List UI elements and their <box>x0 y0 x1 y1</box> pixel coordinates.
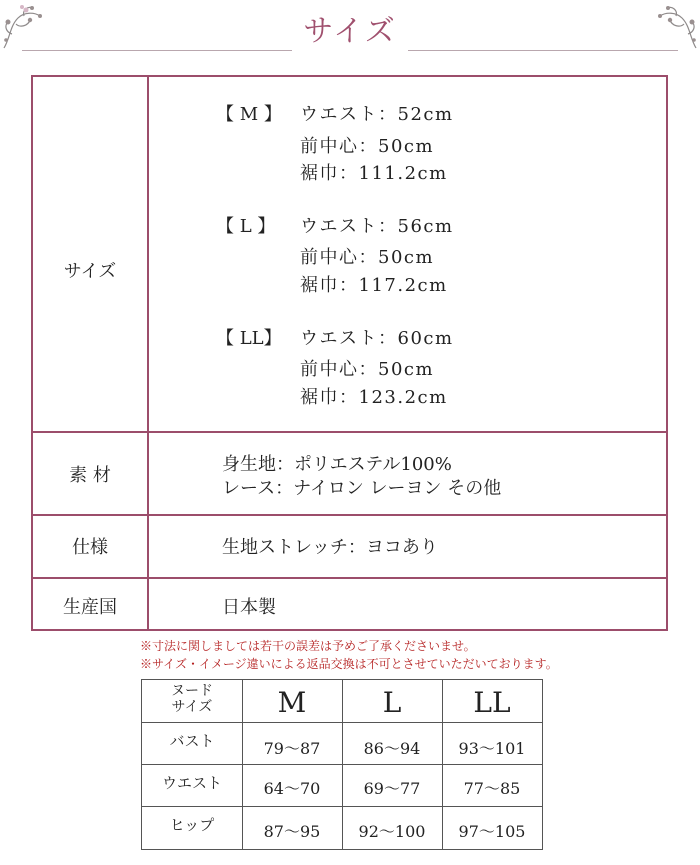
spec-table-row-divider <box>33 431 666 433</box>
size-m-waist: ウエスト：52cm <box>300 104 454 125</box>
nude-table-row-divider <box>142 806 542 807</box>
size-ll-front: 前中心：50cm <box>300 359 435 380</box>
nude-hip-l: 92〜100 <box>358 822 426 841</box>
spec-table-column-divider <box>147 77 149 629</box>
size-m-front: 前中心：50cm <box>300 136 435 157</box>
nude-header-ll: LL <box>473 686 511 719</box>
spec-label-size: サイズ <box>63 261 117 282</box>
spec-stretch: 生地ストレッチ：ヨコあり <box>222 537 438 558</box>
note-no-returns: ※サイズ・イメージ違いによる返品交換は不可とさせていただいております。 <box>140 657 558 671</box>
page-title: サイズ <box>303 14 397 49</box>
spec-label-origin: 生産国 <box>63 597 117 618</box>
nude-hip-m: 87〜95 <box>263 822 321 841</box>
nude-row-label-bust: バスト <box>169 732 215 750</box>
nude-header-l: L <box>382 686 402 719</box>
spec-table-row-divider <box>33 514 666 516</box>
nude-row-label-waist: ウエスト <box>161 774 222 792</box>
nude-waist-m: 64〜70 <box>263 779 321 798</box>
origin-country: 日本製 <box>222 597 276 618</box>
nude-waist-ll: 77〜85 <box>463 779 521 798</box>
note-tolerance: ※寸法に関しましては若干の誤差は予めご了承くださいませ。 <box>140 639 476 653</box>
nude-bust-l: 86〜94 <box>363 739 421 758</box>
nude-bust-m: 79〜87 <box>263 739 321 758</box>
nude-bust-ll: 93〜101 <box>458 739 526 758</box>
nude-hip-ll: 97〜105 <box>458 822 526 841</box>
size-ll-waist: ウエスト：60cm <box>300 328 454 349</box>
size-ll-hem: 裾巾：123.2cm <box>300 387 448 408</box>
spec-table-row-divider <box>33 577 666 579</box>
size-tag-m: 【 M 】 <box>216 104 282 125</box>
size-tag-ll: 【 LL】 <box>216 328 282 349</box>
nude-row-label-hip: ヒップ <box>169 816 215 834</box>
size-tag-l: 【 L 】 <box>216 216 276 237</box>
spec-label-spec: 仕様 <box>72 537 108 558</box>
nude-size-table <box>141 679 543 850</box>
nude-table-row-divider <box>142 722 542 723</box>
size-l-waist: ウエスト：56cm <box>300 216 454 237</box>
spec-label-material: 素 材 <box>69 465 111 486</box>
nude-table-corner-line1: ヌード <box>171 683 213 699</box>
size-l-hem: 裾巾：117.2cm <box>300 275 448 296</box>
size-m-hem: 裾巾：111.2cm <box>300 163 448 184</box>
material-lace: レース：ナイロン レーヨン その他 <box>222 478 502 499</box>
left-floral-ornament-icon <box>0 4 64 50</box>
nude-header-m: M <box>277 686 307 719</box>
nude-table-corner-line2: サイズ <box>171 699 213 715</box>
header-left-rule <box>22 50 292 51</box>
header-right-rule <box>408 50 678 51</box>
nude-table-row-divider <box>142 764 542 765</box>
right-floral-ornament-icon <box>636 4 700 50</box>
nude-waist-l: 69〜77 <box>363 779 421 798</box>
material-body: 身生地：ポリエステル100% <box>222 454 452 475</box>
size-l-front: 前中心：50cm <box>300 247 435 268</box>
spec-table <box>31 75 668 631</box>
